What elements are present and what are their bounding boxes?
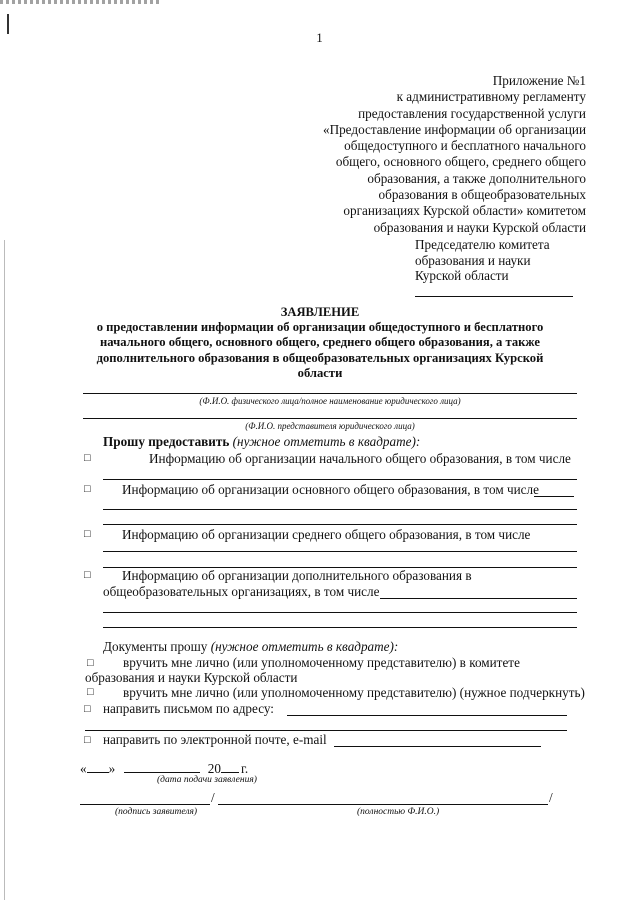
date-day-field[interactable] [87, 760, 109, 773]
scan-edge [4, 240, 5, 900]
addressee-line: Председателю комитета [415, 237, 550, 252]
scan-artifact [0, 0, 160, 4]
signature-slash: / [211, 790, 215, 805]
request-item-additional: Информацию об организации дополнительного образования в [122, 568, 472, 583]
appendix-line: к административному регламенту [396, 89, 586, 105]
request-item-primary: Информацию об организации начального общего образования, в том числе [149, 451, 571, 466]
request-item-basic: Информацию об организации основного общего образования, в том числе [122, 482, 539, 497]
title-line: области [297, 365, 343, 380]
appendix-line: предоставления государственной услуги [358, 105, 586, 121]
delivery-option-in-person-committee-cont: образования и науки Курской области [85, 670, 298, 685]
addressee-block [415, 237, 573, 297]
appendix-line: образования и науки Курской области [373, 219, 586, 235]
full-name-slash: / [549, 790, 553, 805]
date-caption: (дата подачи заявления) [157, 775, 257, 785]
date-year-field[interactable] [221, 760, 239, 773]
checkbox[interactable]: □ [84, 734, 91, 746]
delivery-option-in-person: вручить мне лично (или уполномоченному представителю) (нужное подчеркнуть) [123, 685, 585, 700]
checkbox[interactable]: □ [84, 452, 91, 464]
request-lead-bold: Прошу предоставить [103, 434, 230, 449]
title-heading: ЗАЯВЛЕНИЕ [280, 305, 360, 319]
title-line: дополнительного образования в общеобразовательных организациях Курской [96, 350, 544, 365]
answer-line[interactable] [103, 509, 577, 510]
representative-caption: (Ф.И.О. представителя юридического лица) [245, 421, 415, 431]
page-number: 1 [316, 30, 323, 45]
signature-field[interactable] [80, 804, 210, 805]
appendix-line: «Предоставление информации об организации [322, 121, 586, 137]
addressee-line: Курской области [415, 268, 509, 284]
appendix-line: образования, а также дополнительного [367, 170, 586, 186]
answer-line[interactable] [103, 612, 577, 613]
checkbox[interactable]: □ [87, 657, 94, 669]
date-open-quote: « [80, 761, 87, 776]
postal-address-field[interactable] [287, 715, 567, 716]
appendix-line: общего, основного общего, среднего общего [335, 154, 586, 170]
appendix-line: организациях Курской области» комитетом [343, 203, 586, 219]
documents-lead [103, 639, 398, 655]
date-year-prefix: 20 [207, 761, 221, 776]
request-item-secondary: Информацию об организации среднего общего образования, в том числе [122, 527, 531, 542]
answer-line[interactable] [103, 551, 577, 552]
request-lead-italic: (нужное отметить в квадрате): [232, 434, 421, 449]
postal-address-field[interactable] [85, 730, 567, 731]
addressee-line: образования и науки [415, 252, 531, 268]
addressee-name-field[interactable] [415, 288, 573, 297]
appendix-line: Приложение №1 [492, 73, 586, 88]
checkbox[interactable]: □ [84, 528, 91, 540]
appendix-line: образования в общеобразовательных [378, 187, 586, 203]
title-line: о предоставлении информации об организации общедоступного и бесплатного [96, 320, 544, 335]
signature-caption: (подпись заявителя) [115, 807, 198, 817]
documents-lead-text: Документы прошу [103, 639, 208, 654]
delivery-option-email: направить по электронной почте, e-mail [103, 732, 327, 747]
checkbox[interactable]: □ [87, 686, 94, 698]
appendix-line: общедоступного и бесплатного начального [344, 138, 586, 154]
applicant-caption: (Ф.И.О. физического лица/полное наименование юридического лица) [199, 396, 461, 406]
request-item-additional-cont: общеобразовательных организациях, в том числе [103, 584, 380, 599]
delivery-option-in-person-committee: вручить мне лично (или уполномоченному представителю) в комитете [123, 655, 520, 670]
checkbox[interactable]: □ [84, 703, 91, 715]
full-name-caption: (полностью Ф.И.О.) [357, 807, 440, 817]
answer-line[interactable] [380, 598, 577, 599]
appendix-block [286, 73, 586, 236]
answer-line[interactable] [534, 496, 574, 497]
full-name-field[interactable] [218, 804, 548, 805]
date-close-quote: » [108, 761, 116, 776]
document-title [85, 305, 555, 381]
answer-line[interactable] [103, 627, 577, 628]
documents-lead-italic: (нужное отметить в квадрате): [210, 639, 399, 654]
representative-name-field[interactable] [83, 418, 577, 419]
applicant-name-field[interactable] [83, 393, 577, 394]
date-year-suffix: г. [240, 761, 249, 776]
delivery-option-mail: направить письмом по адресу: [103, 701, 274, 716]
title-line: начального общего, основного общего, среднего общего образования, а также [100, 335, 540, 350]
email-field[interactable] [334, 746, 541, 747]
checkbox[interactable]: □ [84, 483, 91, 495]
checkbox[interactable]: □ [84, 569, 91, 581]
answer-line[interactable] [103, 479, 577, 480]
request-lead [103, 434, 420, 450]
date-month-field[interactable] [124, 760, 200, 773]
answer-line[interactable] [103, 524, 577, 525]
